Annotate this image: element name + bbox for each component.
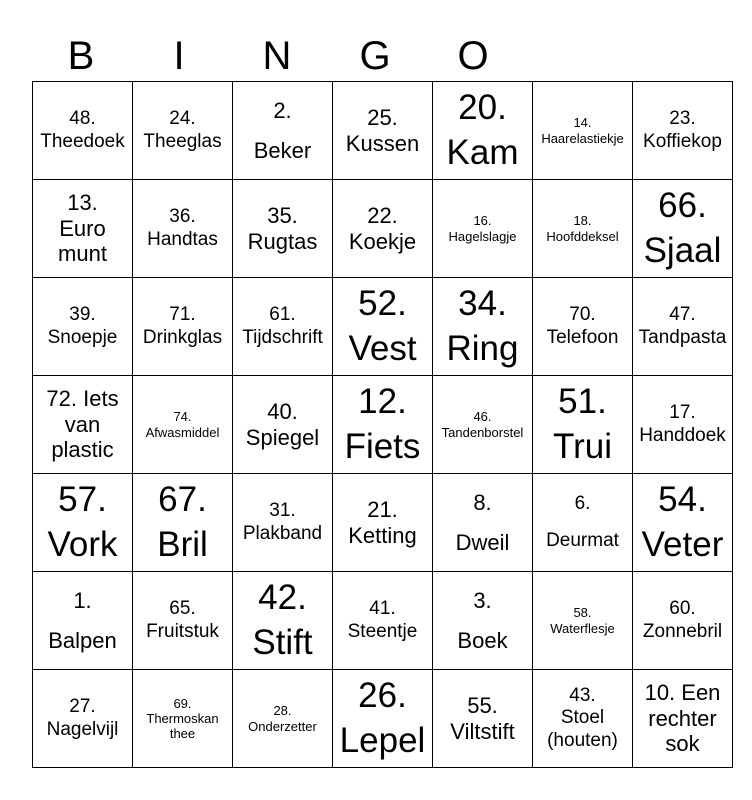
bingo-cell[interactable] (333, 82, 433, 180)
cell-text-line: Koffiekop (643, 130, 722, 152)
cell-text-line: Lepel (339, 720, 426, 760)
cell-text-line: Deurmat (546, 529, 619, 551)
header-letter-n: N (262, 34, 292, 78)
cell-text-line: Balpen (48, 627, 117, 653)
cell-text-line: Stoel (560, 707, 605, 729)
bingo-cell[interactable] (233, 572, 333, 670)
cell-text-line: Afwasmiddel (145, 424, 220, 440)
cell-text-line: 35. (267, 202, 298, 228)
cell-text-line: 10. Een (644, 679, 721, 705)
cell-text-line: Drinkglas (142, 326, 223, 348)
cell-text-line: 39. (69, 304, 96, 326)
cell-text-line: Koekje (348, 228, 417, 254)
cell-text-line: Kam (446, 132, 519, 172)
cell-text-line: 24. (169, 108, 196, 130)
bingo-cell[interactable] (233, 376, 333, 474)
cell-text-line: 69. (173, 695, 192, 711)
cell-text-line: Tandenborstel (441, 424, 524, 440)
cell-text-line: 2. (273, 97, 292, 123)
cell-text-line: 6. (574, 493, 591, 515)
cell-text-line: sok (665, 731, 700, 757)
cell-text-line: 60. (669, 598, 696, 620)
cell-text-line: Viltstift (450, 718, 515, 744)
cell-text-line: 18. (573, 213, 592, 229)
bingo-row (33, 278, 733, 376)
bingo-cell[interactable] (433, 474, 533, 572)
cell-text-line: Fruitstuk (146, 620, 219, 642)
bingo-cell[interactable] (433, 82, 533, 180)
bingo-cell[interactable] (133, 82, 233, 180)
bingo-cell[interactable] (33, 474, 133, 572)
cell-text-line: 72. Iets (46, 385, 119, 411)
bingo-cell[interactable] (433, 572, 533, 670)
bingo-header (32, 30, 522, 82)
cell-text-line: Ketting (348, 522, 417, 548)
bingo-cell[interactable] (133, 376, 233, 474)
cell-text-line: Handdoek (639, 424, 726, 446)
cell-spacer (434, 516, 531, 530)
bingo-cell[interactable] (33, 376, 133, 474)
cell-text-line: 48. (69, 108, 96, 130)
bingo-row (33, 572, 733, 670)
bingo-row (33, 180, 733, 278)
cell-text-line: 16. (473, 213, 492, 229)
cell-text-line: Ring (446, 328, 519, 368)
cell-text-line: Tijdschrift (242, 326, 323, 348)
cell-text-line: 65. (169, 598, 196, 620)
bingo-cell[interactable] (633, 278, 733, 376)
bingo-cell[interactable] (633, 376, 733, 474)
bingo-cell[interactable] (33, 278, 133, 376)
cell-text-line: 61. (269, 304, 296, 326)
cell-text-line: 1. (73, 587, 92, 613)
bingo-cell[interactable] (533, 670, 633, 768)
cell-spacer (234, 124, 331, 138)
bingo-cell[interactable] (233, 670, 333, 768)
cell-text-line: 71. (169, 304, 196, 326)
cell-text-line: 27. (69, 696, 96, 718)
cell-text-line: 54. (658, 480, 707, 520)
cell-text-line: 70. (569, 304, 596, 326)
cell-text-line: plastic (51, 437, 114, 463)
cell-text-line: Veter (641, 524, 724, 564)
cell-text-line: Haarelastiekje (541, 130, 624, 146)
cell-text-line: 23. (669, 108, 696, 130)
bingo-cell[interactable] (33, 670, 133, 768)
bingo-cell[interactable] (133, 572, 233, 670)
bingo-cell[interactable] (133, 474, 233, 572)
cell-spacer (34, 614, 131, 628)
cell-text-line: 40. (267, 398, 298, 424)
cell-spacer (534, 516, 631, 530)
cell-text-line: 3. (473, 587, 492, 613)
bingo-cell[interactable] (533, 474, 633, 572)
cell-text-line: 57. (58, 480, 107, 520)
cell-text-line: Snoepje (47, 326, 118, 348)
header-letter-g: G (359, 34, 391, 78)
bingo-row (33, 474, 733, 572)
cell-text-line: 67. (158, 480, 207, 520)
cell-text-line: 58. (573, 605, 592, 621)
cell-text-line: 43. (569, 684, 596, 706)
cell-text-line: munt (58, 241, 107, 267)
cell-text-line: 26. (358, 676, 407, 716)
cell-text-line: Onderzetter (248, 718, 317, 734)
header-letter-o: O (457, 34, 489, 78)
bingo-cell[interactable] (433, 376, 533, 474)
bingo-cell[interactable] (233, 474, 333, 572)
cell-text-line: Dweil (455, 529, 510, 555)
bingo-cell[interactable] (233, 278, 333, 376)
cell-text-line: Waterflesje (550, 620, 615, 636)
bingo-cell[interactable] (33, 82, 133, 180)
cell-text-line: 52. (358, 284, 407, 324)
bingo-cell[interactable] (633, 670, 733, 768)
cell-text-line: 12. (358, 382, 407, 422)
bingo-cell[interactable] (333, 180, 433, 278)
cell-text-line: thee (169, 726, 196, 742)
cell-text-line: Nagelvijl (46, 718, 119, 740)
bingo-cell[interactable] (533, 572, 633, 670)
cell-text-line: 51. (558, 382, 607, 422)
cell-text-line: 22. (367, 202, 398, 228)
bingo-cell[interactable] (333, 278, 433, 376)
bingo-cell[interactable] (533, 278, 633, 376)
cell-text-line: 21. (367, 496, 398, 522)
cell-text-line: Spiegel (245, 424, 320, 450)
cell-text-line: Thermoskan (146, 710, 219, 726)
cell-text-line: 74. (173, 409, 192, 425)
cell-text-line: 31. (269, 500, 296, 522)
cell-text-line: Sjaal (643, 230, 722, 270)
cell-text-line: 14. (573, 115, 592, 131)
cell-text-line: 25. (367, 104, 398, 130)
cell-text-line: van (64, 411, 101, 437)
bingo-cell[interactable] (433, 180, 533, 278)
cell-text-line: 34. (458, 284, 507, 324)
bingo-cell[interactable] (433, 278, 533, 376)
cell-text-line: 42. (258, 578, 307, 618)
bingo-cell[interactable] (633, 474, 733, 572)
bingo-cell[interactable] (533, 180, 633, 278)
bingo-cell[interactable] (333, 376, 433, 474)
bingo-cell[interactable] (233, 82, 333, 180)
cell-text-line: 41. (369, 598, 396, 620)
cell-text-line: 8. (473, 489, 492, 515)
cell-text-line: 36. (169, 206, 196, 228)
bingo-cell[interactable] (633, 180, 733, 278)
bingo-cell[interactable] (333, 670, 433, 768)
cell-text-line: 13. (67, 189, 98, 215)
cell-text-line: (houten) (547, 729, 618, 751)
bingo-cell[interactable] (133, 180, 233, 278)
bingo-cell[interactable] (233, 180, 333, 278)
cell-text-line: Telefoon (546, 326, 619, 348)
bingo-cell[interactable] (533, 82, 633, 180)
bingo-row (33, 82, 733, 180)
cell-text-line: rechter (648, 705, 717, 731)
cell-text-line: Tandpasta (638, 326, 727, 348)
cell-text-line: Beker (253, 137, 312, 163)
header-letter-i: I (173, 34, 185, 78)
cell-text-line: Euro (59, 215, 106, 241)
cell-text-line: Plakband (242, 522, 323, 544)
cell-text-line: 47. (669, 304, 696, 326)
bingo-cell[interactable] (33, 572, 133, 670)
bingo-cell[interactable] (133, 278, 233, 376)
cell-text-line: Handtas (147, 228, 218, 250)
cell-text-line: Rugtas (247, 228, 318, 254)
bingo-cell[interactable] (133, 670, 233, 768)
bingo-row (33, 670, 733, 768)
cell-text-line: Theeglas (143, 130, 222, 152)
cell-text-line: 66. (658, 186, 707, 226)
cell-text-line: Boek (457, 627, 508, 653)
bingo-cell[interactable] (33, 180, 133, 278)
bingo-cell[interactable] (533, 376, 633, 474)
cell-text-line: Trui (553, 426, 612, 466)
cell-spacer (434, 614, 531, 628)
cell-text-line: Zonnebril (642, 620, 723, 642)
cell-text-line: Steentje (347, 620, 418, 642)
cell-text-line: Vest (348, 328, 417, 368)
cell-text-line: Kussen (345, 130, 420, 156)
cell-text-line: 20. (458, 88, 507, 128)
bingo-cell[interactable] (333, 572, 433, 670)
bingo-cell[interactable] (633, 572, 733, 670)
cell-text-line: Vork (47, 524, 118, 564)
cell-text-line: Hagelslagje (448, 228, 517, 244)
cell-text-line: 17. (669, 402, 696, 424)
bingo-row (33, 376, 733, 474)
cell-text-line: Bril (157, 524, 208, 564)
cell-text-line: Theedoek (40, 130, 125, 152)
header-letter-b: B (67, 34, 95, 78)
cell-text-line: 55. (467, 692, 498, 718)
cell-text-line: Hoofddeksel (546, 228, 619, 244)
cell-text-line: Stift (252, 622, 313, 662)
bingo-grid (32, 81, 733, 768)
cell-text-line: Fiets (344, 426, 421, 466)
cell-text-line: 46. (473, 409, 492, 425)
bingo-cell[interactable] (433, 670, 533, 768)
bingo-cell[interactable] (633, 82, 733, 180)
bingo-cell[interactable] (333, 474, 433, 572)
cell-text-line: 28. (273, 703, 292, 719)
